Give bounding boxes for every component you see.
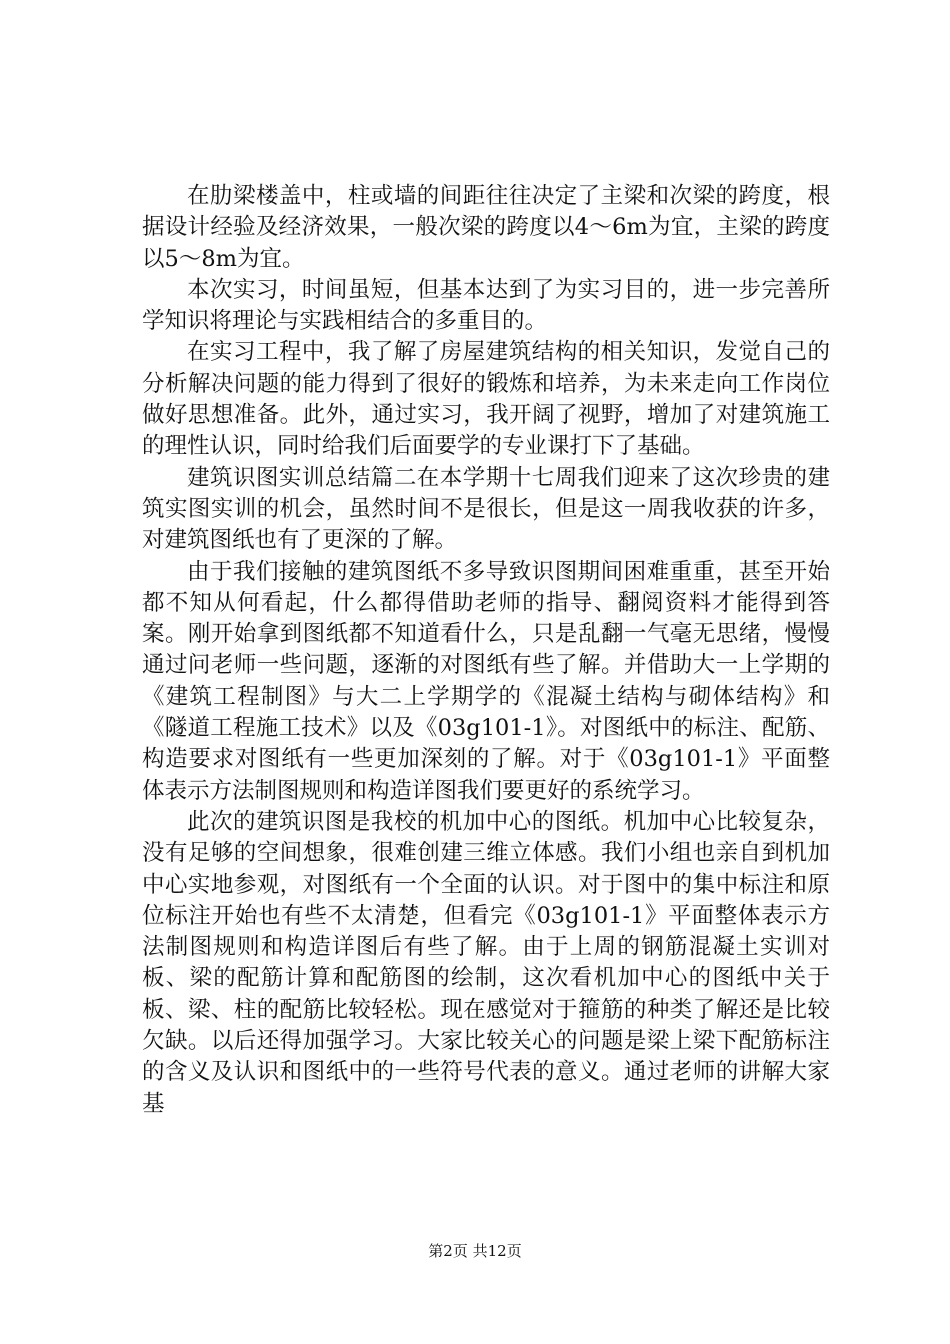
paragraph: 此次的建筑识图是我校的机加中心的图纸。机加中心比较复杂，没有足够的空间想象，很难创建三维立体感。我们小组也亲自到机加中心实地参观，对图纸有一个全面的认识。对于图中的集中标注和原位标注开始也有些不太清楚，但看完《03g101-1》平面整体表示方法制图规则和构造详图后有些了解。由于上周的钢筋混凝土实训对板、梁的配筋计算和配筋图的绘制，这次看机加中心的图纸中关于板、梁、柱的配筋比较轻松。现在感觉对于箍筋的种类了解还是比较欠缺。以后还得加强学习。大家比较关心的问题是梁上梁下配筋标注的含义及认识和图纸中的一些符号代表的意义。通过老师的讲解大家基 (142, 808, 830, 1117)
paragraph: 建筑识图实训总结篇二在本学期十七周我们迎来了这次珍贵的建筑实图实训的机会，虽然时间不是很长，但是这一周我收获的许多，对建筑图纸也有了更深的了解。 (142, 464, 830, 554)
document-body (142, 181, 830, 1120)
paragraph: 本次实习，时间虽短，但基本达到了为实习目的，进一步完善所学知识将理论与实践相结合的多重目的。 (142, 276, 830, 335)
paragraph: 在实习工程中，我了解了房屋建筑结构的相关知识，发觉自己的分析解决问题的能力得到了很好的锻炼和培养，为未来走向工作岗位做好思想准备。此外，通过实习，我开阔了视野，增加了对建筑施工的理性认识，同时给我们后面要学的专业课打下了基础。 (142, 339, 830, 460)
paragraph: 在肋梁楼盖中，柱或墙的间距往往决定了主梁和次梁的跨度，根据设计经验及经济效果，一般次梁的跨度以4～6m为宜，主梁的跨度以5～8m为宜。 (142, 183, 830, 272)
page-footer: 第2页 共12页 (428, 1242, 522, 1260)
paragraph: 由于我们接触的建筑图纸不多导致识图期间困难重重，甚至开始都不知从何看起，什么都得借助老师的指导、翻阅资料才能得到答案。刚开始拿到图纸都不知道看什么，只是乱翻一气毫无思绪，慢慢通过问老师一些问题，逐渐的对图纸有些了解。并借助大一上学期的《建筑工程制图》与大二上学期学的《混凝土结构与砌体结构》和《隧道工程施工技术》以及《03g101-1》。对图纸中的标注、配筋、构造要求对图纸有一些更加深刻的了解。对于《03g101-1》平面整体表示方法制图规则和构造详图我们要更好的系统学习。 (142, 558, 830, 804)
